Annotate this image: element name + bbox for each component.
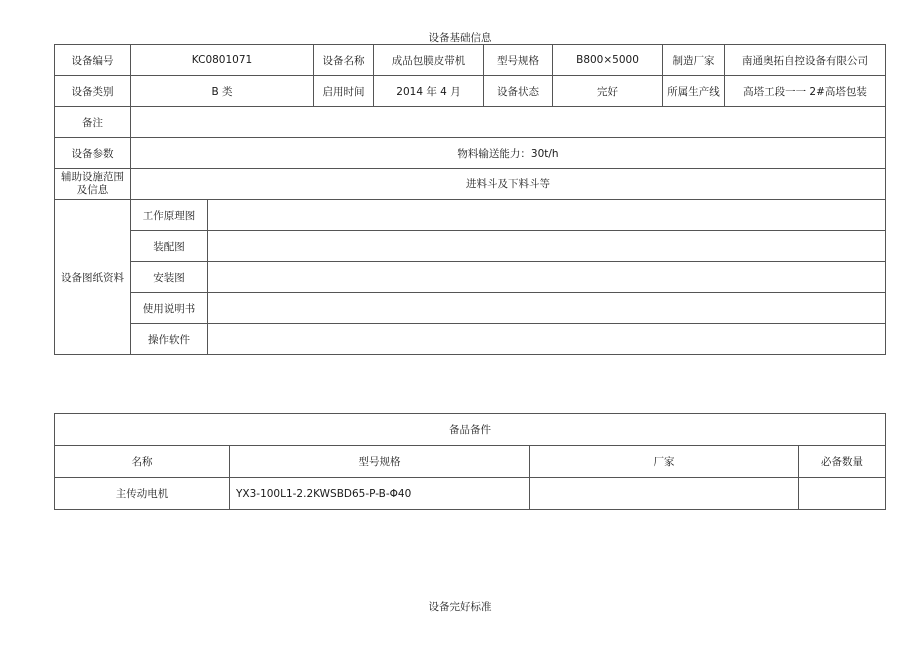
drawing-value <box>208 200 886 231</box>
remark-label: 备注 <box>55 107 131 138</box>
drawing-value <box>208 231 886 262</box>
maker-label: 制造厂家 <box>663 45 725 76</box>
drawing-value <box>208 293 886 324</box>
spares-header-row <box>55 446 886 478</box>
status-value: 完好 <box>553 76 663 107</box>
spare-model: YX3-100L1-2.2KWSBD65-P-B-Φ40 <box>230 478 530 510</box>
params-value: 物料输送能力：30t/h <box>131 138 886 169</box>
remark-value <box>131 107 886 138</box>
drawing-label: 装配图 <box>131 231 208 262</box>
model-label: 型号规格 <box>484 45 553 76</box>
start-value: 2014 年 4 月 <box>374 76 484 107</box>
status-label: 设备状态 <box>484 76 553 107</box>
name-label: 设备名称 <box>314 45 374 76</box>
spares-header-qty: 必备数量 <box>799 446 886 478</box>
basic-row-2 <box>55 76 886 107</box>
line-value: 高塔工段一一 2#高塔包装 <box>725 76 886 107</box>
spares-title-row <box>55 414 886 446</box>
spare-name: 主传动电机 <box>55 478 230 510</box>
spares-title: 备品备件 <box>55 414 886 446</box>
drawing-value <box>208 262 886 293</box>
drawing-row <box>55 231 886 262</box>
spare-qty <box>799 478 886 510</box>
name-value: 成品包膜皮带机 <box>374 45 484 76</box>
category-label: 设备类别 <box>55 76 131 107</box>
drawing-value <box>208 324 886 355</box>
drawing-label: 工作原理图 <box>131 200 208 231</box>
drawing-row <box>55 324 886 355</box>
aux-label: 辅助设施范围及信息 <box>55 169 131 200</box>
spares-header-maker: 厂家 <box>530 446 799 478</box>
spares-header-model: 型号规格 <box>230 446 530 478</box>
drawing-row <box>55 200 886 231</box>
maker-value: 南通奥拓自控设备有限公司 <box>725 45 886 76</box>
drawing-label: 操作软件 <box>131 324 208 355</box>
model-value: B800×5000 <box>553 45 663 76</box>
code-value: KC0801071 <box>131 45 314 76</box>
params-label: 设备参数 <box>55 138 131 169</box>
remark-row <box>55 107 886 138</box>
basic-row-1 <box>55 45 886 76</box>
spares-table <box>54 413 886 510</box>
drawing-label: 安装图 <box>131 262 208 293</box>
spares-row <box>55 478 886 510</box>
params-row <box>55 138 886 169</box>
drawing-label: 使用说明书 <box>131 293 208 324</box>
spares-header-name: 名称 <box>55 446 230 478</box>
aux-row <box>55 169 886 200</box>
doc-title: 设备基础信息 <box>428 32 492 44</box>
line-label: 所属生产线 <box>663 76 725 107</box>
drawings-label: 设备图纸资料 <box>55 200 131 355</box>
aux-value: 进料斗及下料斗等 <box>131 169 886 200</box>
code-label: 设备编号 <box>55 45 131 76</box>
bottom-title: 设备完好标准 <box>428 601 492 613</box>
basic-info-table <box>54 44 886 355</box>
spare-maker <box>530 478 799 510</box>
drawing-row <box>55 293 886 324</box>
drawing-row <box>55 262 886 293</box>
start-label: 启用时间 <box>314 76 374 107</box>
category-value: B 类 <box>131 76 314 107</box>
